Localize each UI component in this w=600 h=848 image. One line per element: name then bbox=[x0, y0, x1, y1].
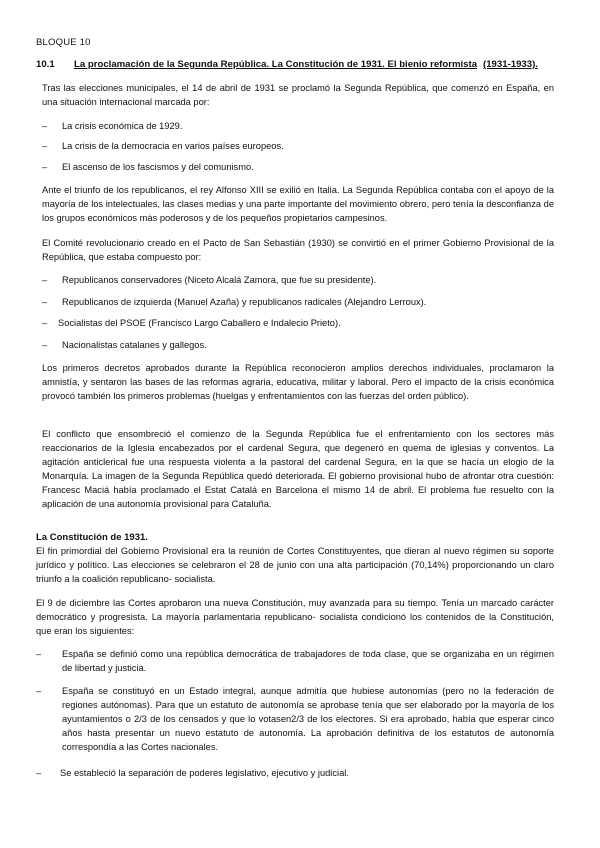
list-item bbox=[36, 647, 554, 675]
list-item bbox=[42, 119, 554, 133]
section-heading bbox=[36, 58, 538, 72]
list-item bbox=[42, 338, 554, 352]
list-item bbox=[42, 273, 554, 287]
section-years: (1931-1933). bbox=[483, 59, 538, 70]
dash-bullet: – bbox=[36, 768, 42, 778]
section-number: 10.1 bbox=[36, 59, 55, 70]
constitution-item-3: Se estableció la separación de poderes legislativo, ejecutivo y judicial. bbox=[60, 768, 349, 778]
list-item bbox=[42, 316, 554, 330]
december-paragraph: El 9 de diciembre las Cortes aprobaron una nueva Constitución, muy avanzada para su tiempo. Tenía un marcado carácter democrático y progresista. La mayoría parlamentaria republicano- socialista condicionó los contenidos de la Constitución, que eran los siguientes: bbox=[36, 598, 554, 636]
dash-bullet: – bbox=[36, 686, 42, 696]
dash-bullet: – bbox=[42, 141, 48, 151]
constitution-heading: La Constitución de 1931. bbox=[36, 532, 148, 543]
constitution-item-1: España se definió como una república democrática de trabajadores de toda clase, que se organizaba en un régimen de libertad y justicia. bbox=[62, 649, 554, 673]
section-title: La proclamación de la Segunda República. La Constitución de 1931. El bienio reformista bbox=[74, 59, 478, 70]
dash-bullet: – bbox=[42, 121, 48, 131]
exile-paragraph: Ante el triunfo de los republicanos, el rey Alfonso XIII se exilió en Italia. La Segunda República contaba con el apoyo de la mayoría de los intelectuales, las clases medias y una parte importante del movimiento obrero, pero tenía la desconfianza de los grupos económicos más poderosos y de los pequeños propietarios campesinos. bbox=[42, 185, 554, 223]
list-item bbox=[42, 295, 554, 309]
government-item-1: Republicanos conservadores (Niceto Alcalá Zamora, que fue su presidente). bbox=[62, 275, 377, 285]
context-item-1: La crisis económica de 1929. bbox=[62, 121, 183, 131]
decrees-paragraph: Los primeros decretos aprobados durante la República reconocieron amplios derechos individuales, proclamaron la amnistía, y sentaron las bases de las reformas agraria, educativa, militar y laboral. Pero el impacto de la crisis económica provocó también los primeros problemas (huelgas y enfrentamientos con las fuerzas del orden público). bbox=[42, 363, 554, 401]
government-item-2: Republicanos de izquierda (Manuel Azaña) y republicanos radicales (Alejandro Lerroux). bbox=[62, 297, 427, 307]
dash-bullet: – bbox=[42, 275, 48, 285]
dash-bullet: – bbox=[42, 162, 48, 172]
intro-paragraph: Tras las elecciones municipales, el 14 de abril de 1931 se proclamó la Segunda República, que comenzó en España, en una situación internacional marcada por: bbox=[42, 83, 554, 107]
government-item-3: Socialistas del PSOE (Francisco Largo Caballero e Indalecio Prieto). bbox=[58, 318, 341, 328]
dash-bullet: – bbox=[42, 318, 48, 328]
dash-bullet: – bbox=[42, 297, 48, 307]
context-item-2: La crisis de la democracia en varios países europeos. bbox=[62, 141, 284, 151]
list-item bbox=[36, 766, 554, 780]
conflict-paragraph: El conflicto que ensombreció el comienzo de la Segunda República fue el enfrentamiento con los sectores más reaccionarios de la Iglesia encabezados por el cardenal Segura, que degeneró en quema de iglesias y conventos. La agitación anticlerical fue una respuesta violenta a la pastoral del cardenal Segura, en la que se hacía un elogio de la Monarquía. La imagen de la Segunda República quedó deteriorada. El gobierno provisional hubo de afrontar otra cuestión: Francesc Maciá había proclamado el Estat Catalá en Barcelona el mismo 14 de abril. El problema fue resuelto con la aplicación de una autonomía provisional para Cataluña. bbox=[42, 429, 554, 509]
government-item-4: Nacionalistas catalanes y gallegos. bbox=[62, 340, 207, 350]
list-item bbox=[42, 160, 554, 174]
context-item-3: El ascenso de los fascismos y del comunismo. bbox=[62, 162, 254, 172]
dash-bullet: – bbox=[36, 649, 42, 659]
list-item bbox=[42, 139, 554, 153]
dash-bullet: – bbox=[42, 340, 48, 350]
constitution-item-2: España se constituyó en un Estado integral, aunque admitía que hubiese autonomías (pero no la federación de regiones autónomas). Para que un estatuto de autonomía se aprobase tenía que ser elaborado por la mayoría de los ayuntamientos o 2/3 de los censados y que lo votasen2/3 de los electores. Si era aprobado, había que esperar cinco años hasta presentar un nuevo estatuto de autonomía. La aprobación definitiva de los estatutos de autonomía correspondía a las Cortes nacionales. bbox=[62, 686, 554, 752]
block-label: BLOQUE 10 bbox=[36, 37, 91, 48]
cortes-paragraph: El fin primordial del Gobierno Provisional era la reunión de Cortes Constituyentes, que dieran al nuevo régimen su soporte jurídico y político. Las elecciones se celebraron el 28 de junio con una alta participación (70,14%) proporcionando un claro triunfo a la coalición republicano- socialista. bbox=[36, 546, 554, 584]
list-item bbox=[36, 684, 554, 754]
committee-paragraph: El Comité revolucionario creado en el Pacto de San Sebastián (1930) se convirtió en el primer Gobierno Provisional de la República, que estaba compuesto por: bbox=[42, 238, 554, 262]
